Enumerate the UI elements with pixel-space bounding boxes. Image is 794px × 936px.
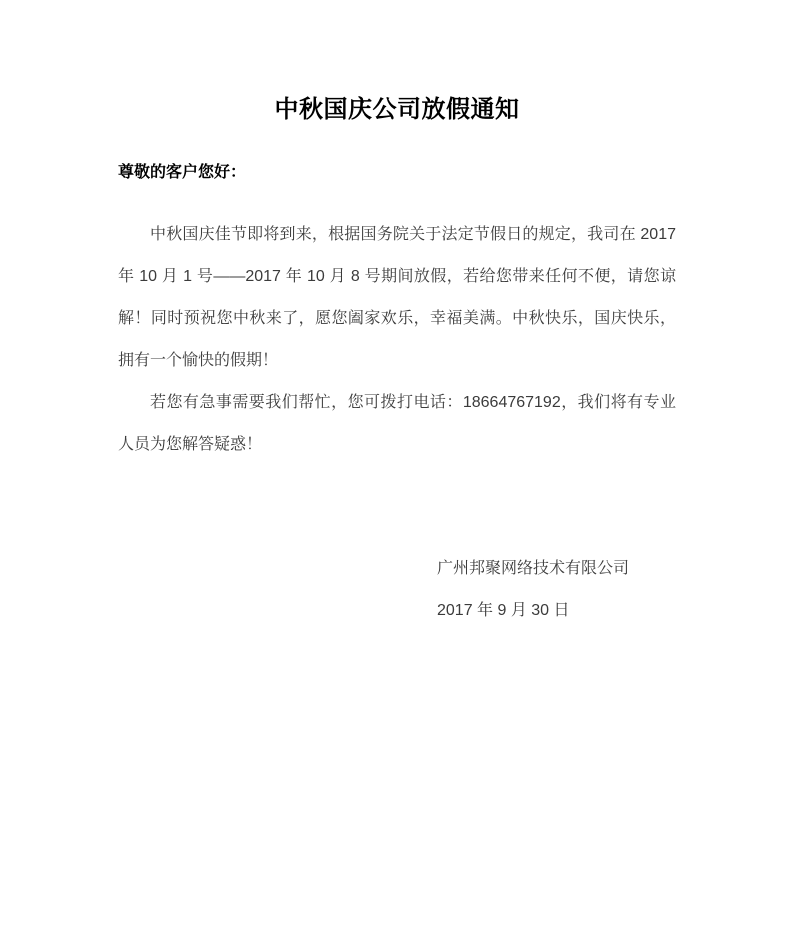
document-body	[118, 214, 676, 466]
body-paragraph-2: 若您有急事需要我们帮忙，您可拨打电话：18664767192，我们将有专业人员为您解答疑惑！	[118, 394, 676, 453]
signature-date: 2017 年 9 月 30 日	[437, 602, 570, 619]
body-paragraph-1: 中秋国庆佳节即将到来，根据国务院关于法定节假日的规定，我司在 2017 年 10 月 1 号——2017 年 10 月 8 号期间放假，若给您带来任何不便，请您谅解！同时预祝您中秋来了，愿您阖家欢乐，幸福美满。中秋快乐，国庆快乐，拥有一个愉快的假期！	[118, 226, 676, 369]
signature-block	[437, 548, 676, 632]
greeting-line: 尊敬的客户您好：	[118, 164, 247, 181]
document-title: 中秋国庆公司放假通知	[274, 96, 520, 123]
signature-company: 广州邦聚网络技术有限公司	[437, 560, 630, 577]
